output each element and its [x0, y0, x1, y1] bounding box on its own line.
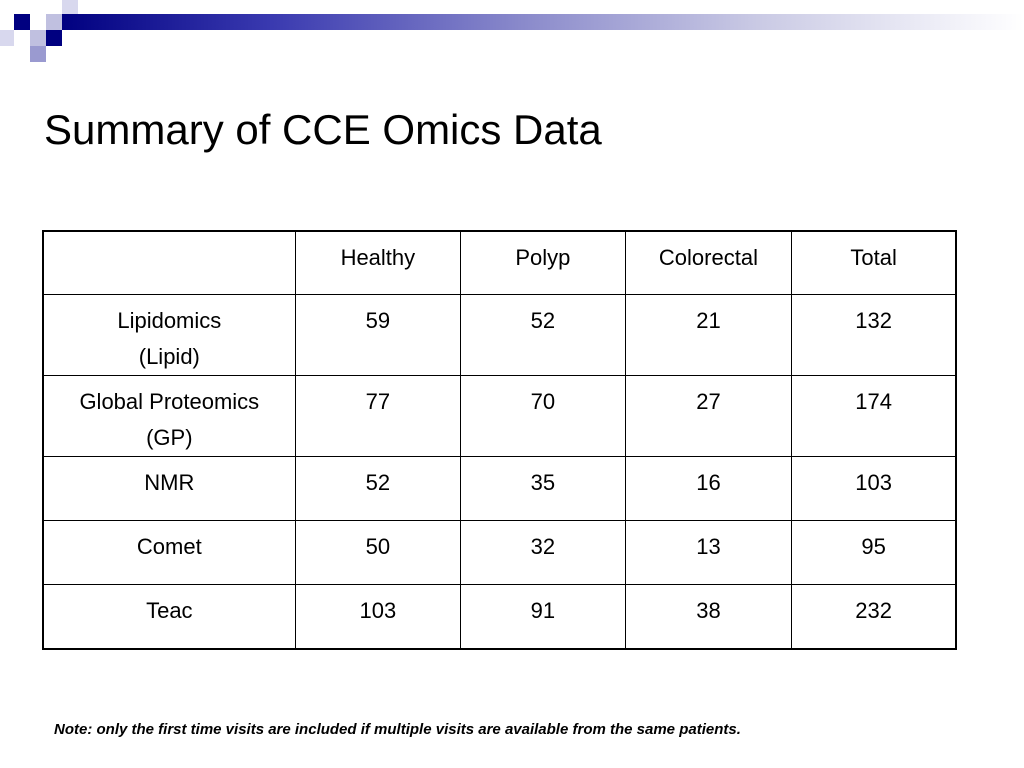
- decorative-square: [46, 14, 62, 30]
- table-cell: 59: [295, 295, 460, 376]
- table-cell: 27: [625, 376, 792, 457]
- table-cell: 21: [625, 295, 792, 376]
- header-cell-polyp: Polyp: [461, 231, 626, 295]
- decorative-square: [0, 30, 14, 46]
- row-label-line: Global Proteomics: [79, 389, 260, 414]
- table-row: [43, 295, 956, 376]
- table-cell: 52: [295, 457, 460, 521]
- decorative-square: [30, 46, 46, 62]
- table-cell: 52: [461, 295, 626, 376]
- row-label: [43, 376, 295, 457]
- header-cell-total: Total: [792, 231, 956, 295]
- footnote: Note: only the first time visits are included if multiple visits are available from the same patients.: [54, 721, 741, 738]
- table-cell: 91: [461, 585, 626, 650]
- table-header-row: [43, 231, 956, 295]
- table-cell: 95: [792, 521, 956, 585]
- table-cell: 35: [461, 457, 626, 521]
- header-cell-empty: [43, 231, 295, 295]
- table-cell: 132: [792, 295, 956, 376]
- table-cell: 50: [295, 521, 460, 585]
- header-cell-healthy: Healthy: [295, 231, 460, 295]
- table-cell: 232: [792, 585, 956, 650]
- row-label-line: (GP): [146, 425, 193, 450]
- row-label: NMR: [43, 457, 295, 521]
- row-label: Teac: [43, 585, 295, 650]
- table-cell: 16: [625, 457, 792, 521]
- table-cell: 70: [461, 376, 626, 457]
- decorative-square: [30, 30, 46, 46]
- table-row: [43, 521, 956, 585]
- table-cell: 174: [792, 376, 956, 457]
- table-cell: 103: [792, 457, 956, 521]
- omics-summary-table: [42, 230, 957, 650]
- slide-title: Summary of CCE Omics Data: [44, 106, 602, 153]
- row-label: [43, 295, 295, 376]
- decorative-square: [46, 30, 62, 46]
- row-label: Comet: [43, 521, 295, 585]
- decorative-square: [62, 0, 78, 14]
- decorative-square: [14, 14, 30, 30]
- header-cell-colorectal: Colorectal: [625, 231, 792, 295]
- table-cell: 103: [295, 585, 460, 650]
- header-gradient-bar: [60, 14, 1024, 30]
- table-cell: 38: [625, 585, 792, 650]
- table-row: [43, 457, 956, 521]
- table-cell: 77: [295, 376, 460, 457]
- row-label-line: (Lipid): [138, 344, 200, 369]
- table-cell: 32: [461, 521, 626, 585]
- table-row: [43, 376, 956, 457]
- row-label-line: Lipidomics: [117, 308, 222, 333]
- table-cell: 13: [625, 521, 792, 585]
- table-row: [43, 585, 956, 650]
